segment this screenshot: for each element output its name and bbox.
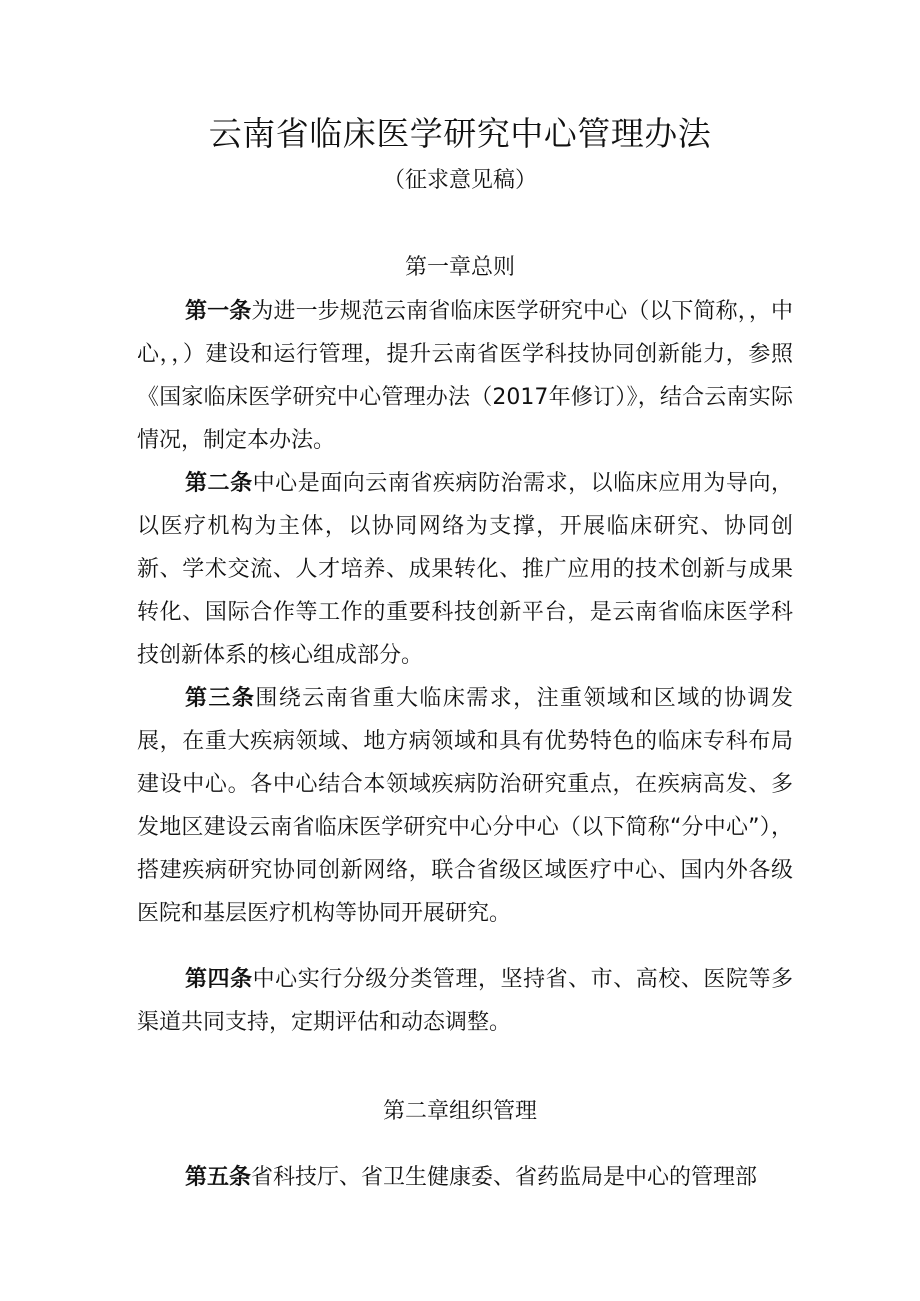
article-1 [137,290,793,462]
article-3-text: 围绕云南省重大临床需求，注重领域和区域的协调发展，在重大疾病领域、地方病领域和具有优势特色的临床专科布局建设中心。各中心结合本领域疾病防治研究重点，在疾病高发、多发地区建设云南省临床医学研究中心分中心（以下简称“分中心”），搭建疾病研究协同创新网络，联合省级区域医疗中心、国内外各级医院和基层医疗机构等协同开展研究。 [137,686,793,926]
article-2-text: 中心是面向云南省疾病防治需求，以临床应用为导向，以医疗机构为主体，以协同网络为支撑，开展临床研究、协同创新、学术交流、人才培养、成果转化、推广应用的技术创新与成果转化、国际合作等工作的重要科技创新平台，是云南省临床医学科技创新体系的核心组成部分。 [137,471,793,668]
article-4 [137,958,793,1044]
article-4-label: 第四条 [185,967,253,992]
article-4-text: 中心实行分级分类管理，坚持省、市、高校、医院等多渠道共同支持，定期评估和动态调整。 [137,967,793,1035]
article-2 [137,462,793,677]
article-1-text: 为进一步规范云南省临床医学研究中心（以下简称，，中心，，）建设和运行管理，提升云南省医学科技协同创新能力，参照《国家临床医学研究中心管理办法（2017年修订）》，结合云南实际情况，制定本办法。 [137,299,793,453]
article-3-label: 第三条 [185,686,256,711]
article-5 [137,1156,793,1199]
chapter-1-heading: 第一章总则 [404,255,515,280]
article-2-label: 第二条 [185,471,253,496]
article-3 [137,677,793,935]
article-5-text: 省科技厅、省卫生健康委、省药监局是中心的管理部 [251,1165,758,1190]
document-title: 云南省临床医学研究中心管理办法 [208,114,712,153]
article-5-label: 第五条 [185,1165,252,1190]
document-subtitle: （征求意见稿） [382,168,537,193]
article-1-label: 第一条 [185,299,252,324]
chapter-2-heading: 第二章组织管理 [382,1099,537,1124]
